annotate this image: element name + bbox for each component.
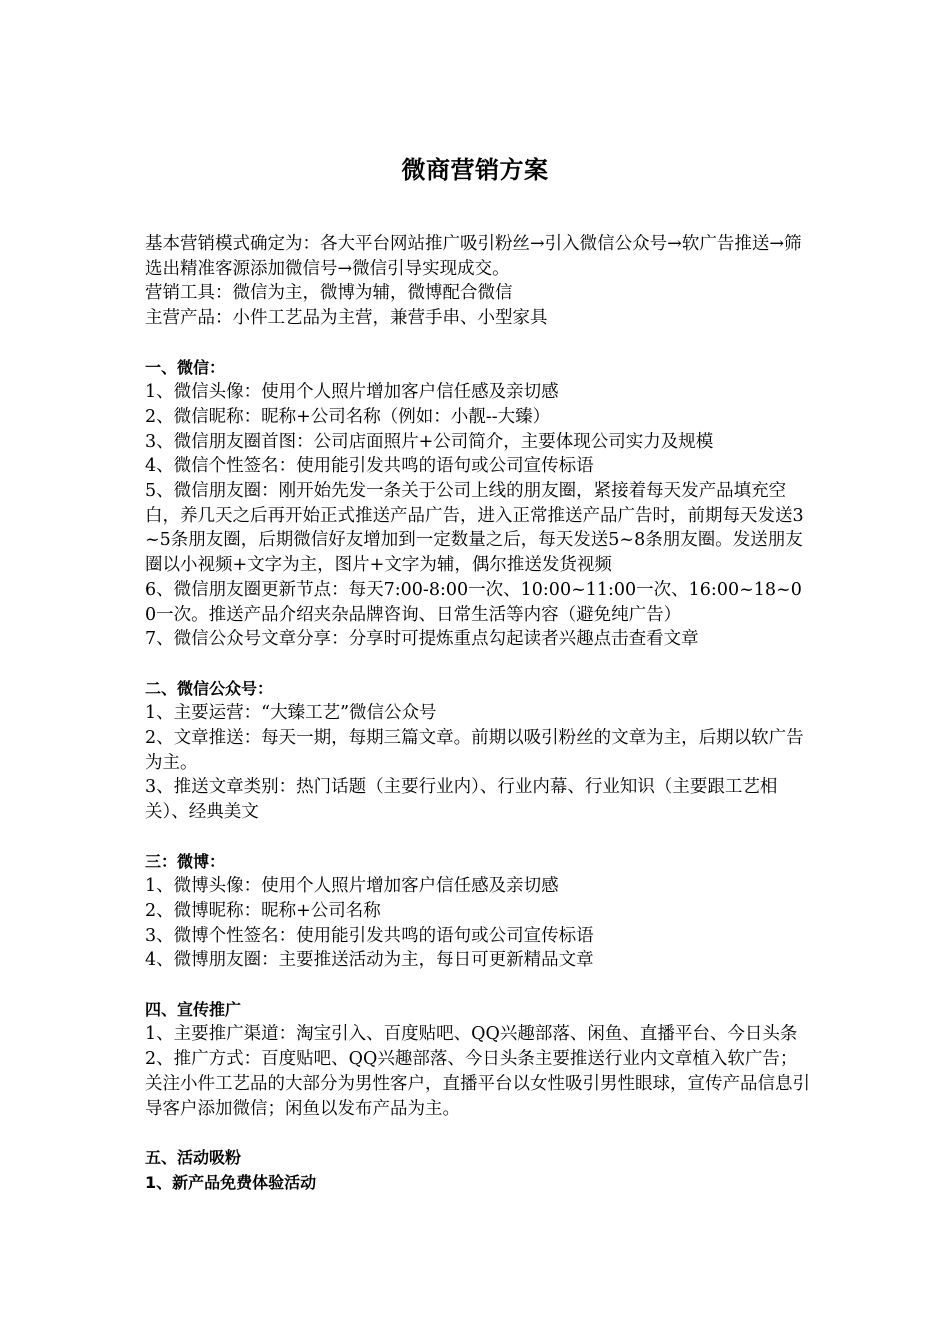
spacer bbox=[145, 1121, 810, 1146]
spacer bbox=[145, 973, 810, 998]
weibo-item: 1、微博头像：使用个人照片增加客户信任感及亲切感 bbox=[145, 876, 559, 897]
activities-subheading: 1、新产品免费体验活动 bbox=[145, 1172, 317, 1192]
section-heading-promotion: 四、宣传推广 bbox=[145, 999, 242, 1019]
section-heading-official-account: 二、微信公众号： bbox=[145, 678, 274, 698]
wechat-item: 3、微信朋友圈首图：公司店面照片+公司简介，主要体现公司实力及规模 bbox=[145, 431, 714, 452]
document-body bbox=[145, 232, 810, 1195]
intro-marketing-mode: 基本营销模式确定为：各大平台网站推广吸引粉丝→引入微信公众号→软广告推送→筛选出精准客源添加微信号→微信引导实现成交。 bbox=[145, 234, 802, 279]
section-heading-weibo: 三：微博： bbox=[145, 851, 226, 871]
wechat-item: 5、微信朋友圈：刚开始先发一条关于公司上线的朋友圈，紧接着每天发产品填充空白，养几天之后再开始正式推送产品广告，进入正常推送产品广告时，前期每天发送3~5条朋友圈，后期微信好友增加到一定数量之后，每天发送5~8条朋友圈。发送朋友圈以小视频+文字为主，图片+文字为辅，偶尔推送发货视频 bbox=[145, 481, 804, 576]
spacer bbox=[145, 825, 810, 850]
document-title: 微商营销方案 bbox=[401, 156, 549, 184]
wechat-item: 6、微信朋友圈更新节点：每天7:00-8:00一次、10:00~11:00一次、16:00~18~00一次。推送产品介绍夹杂品牌咨询、日常生活等内容（避免纯广告） bbox=[145, 579, 802, 625]
wechat-item: 7、微信公众号文章分享：分享时可提炼重点勾起读者兴趣点击查看文章 bbox=[145, 629, 699, 650]
promotion-item: 1、主要推广渠道：淘宝引入、百度贴吧、QQ兴趣部落、闲鱼、直播平台、今日头条 bbox=[145, 1024, 798, 1045]
spacer bbox=[145, 331, 810, 356]
weibo-item: 4、微博朋友圈：主要推送活动为主，每日可更新精品文章 bbox=[145, 950, 594, 971]
wechat-item: 1、微信头像：使用个人照片增加客户信任感及亲切感 bbox=[145, 382, 559, 403]
intro-main-products: 主营产品：小件工艺品为主营，兼营手串、小型家具 bbox=[145, 308, 548, 329]
official-account-item: 2、文章推送：每天一期，每期三篇文章。前期以吸引粉丝的文章为主，后期以软广告为主。 bbox=[145, 728, 804, 773]
section-heading-activities: 五、活动吸粉 bbox=[145, 1147, 242, 1167]
weibo-item: 3、微博个性签名：使用能引发共鸣的语句或公司宣传标语 bbox=[145, 925, 594, 946]
wechat-item: 4、微信个性签名：使用能引发共鸣的语句或公司宣传标语 bbox=[145, 456, 594, 477]
section-heading-wechat: 一、微信： bbox=[145, 357, 226, 377]
weibo-item: 2、微博昵称：昵称+公司名称 bbox=[145, 900, 381, 921]
official-account-item: 1、主要运营：“大臻工艺”微信公众号 bbox=[145, 703, 437, 724]
intro-marketing-tools: 营销工具：微信为主，微博为辅，微博配合微信 bbox=[145, 283, 513, 304]
promotion-item: 2、推广方式：百度贴吧、QQ兴趣部落、今日头条主要推送行业内文章植入软广告；关注小件工艺品的大部分为男性客户，直播平台以女性吸引男性眼球，宣传产品信息引导客户添加微信；闲鱼以发布产品为主。 bbox=[145, 1049, 810, 1119]
wechat-item: 2、微信昵称：昵称+公司名称（例如：小靓--大臻） bbox=[145, 406, 551, 427]
official-account-item: 3、推送文章类别：热门话题（主要行业内）、行业内幕、行业知识（主要跟工艺相关）、经典美文 bbox=[145, 777, 778, 823]
spacer bbox=[145, 652, 810, 677]
